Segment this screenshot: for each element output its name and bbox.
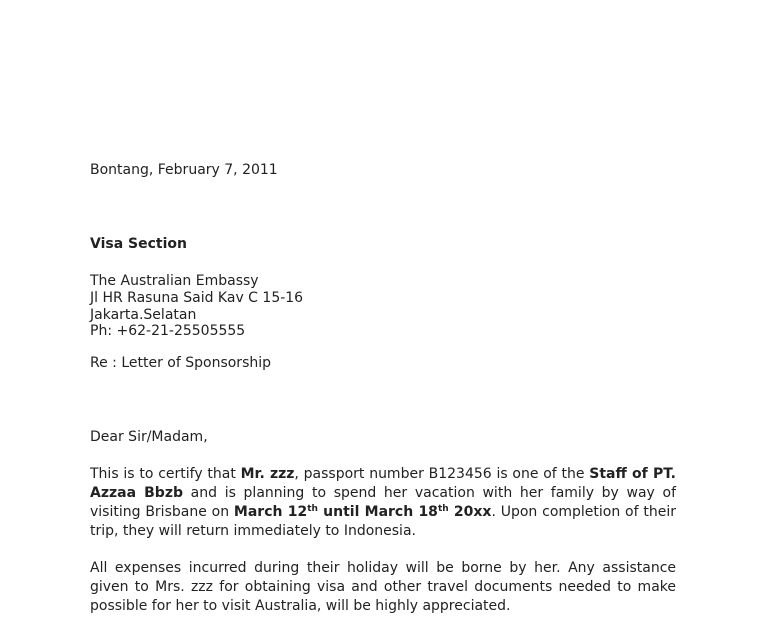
letter-paragraph-2: All expenses incurred during their holiday will be borne by her. Any assistance given to Mrs. zzz for obtaining visa and other travel documents needed to make possible for her to visit Australia, will be highly appreciated.: [90, 560, 676, 614]
recipient-phone: Ph: +62-21-25505555: [90, 323, 246, 339]
recipient-address-line2: Jakarta.Selatan: [90, 307, 197, 323]
company-name: Staff of PT. Azzaa Bbzb: [90, 466, 676, 501]
travel-date-middle: until March 18: [317, 504, 438, 520]
recipient-section: Visa Section: [90, 236, 187, 252]
travel-date-start: March 12: [233, 504, 308, 520]
letter-date: Bontang, February 7, 2011: [90, 162, 278, 178]
letter-salutation: Dear Sir/Madam,: [90, 429, 208, 445]
para1-text-1: This is to certify that: [90, 466, 241, 482]
recipient-address-line1: Jl HR Rasuna Said Kav C 15-16: [90, 290, 304, 306]
travel-dates: [234, 504, 492, 520]
letter-paragraph-1: [90, 465, 676, 541]
travel-date-year: 20xx: [448, 504, 492, 520]
ordinal-suffix-2: th: [437, 504, 449, 514]
sponsored-person-name: Mr. zzz: [240, 466, 295, 482]
para1-text-4: . Upon completion of their trip, they will return immediately to Indonesia.: [90, 504, 676, 539]
ordinal-suffix-1: th: [307, 504, 318, 514]
letter-subject: Re : Letter of Sponsorship: [90, 355, 272, 371]
recipient-org: The Australian Embassy: [90, 273, 259, 289]
para1-text-3: and is planning to spend her vacation with her family by way of visiting Brisbane on: [90, 485, 677, 520]
para1-text-2: , passport number B123456 is one of the: [294, 466, 590, 482]
